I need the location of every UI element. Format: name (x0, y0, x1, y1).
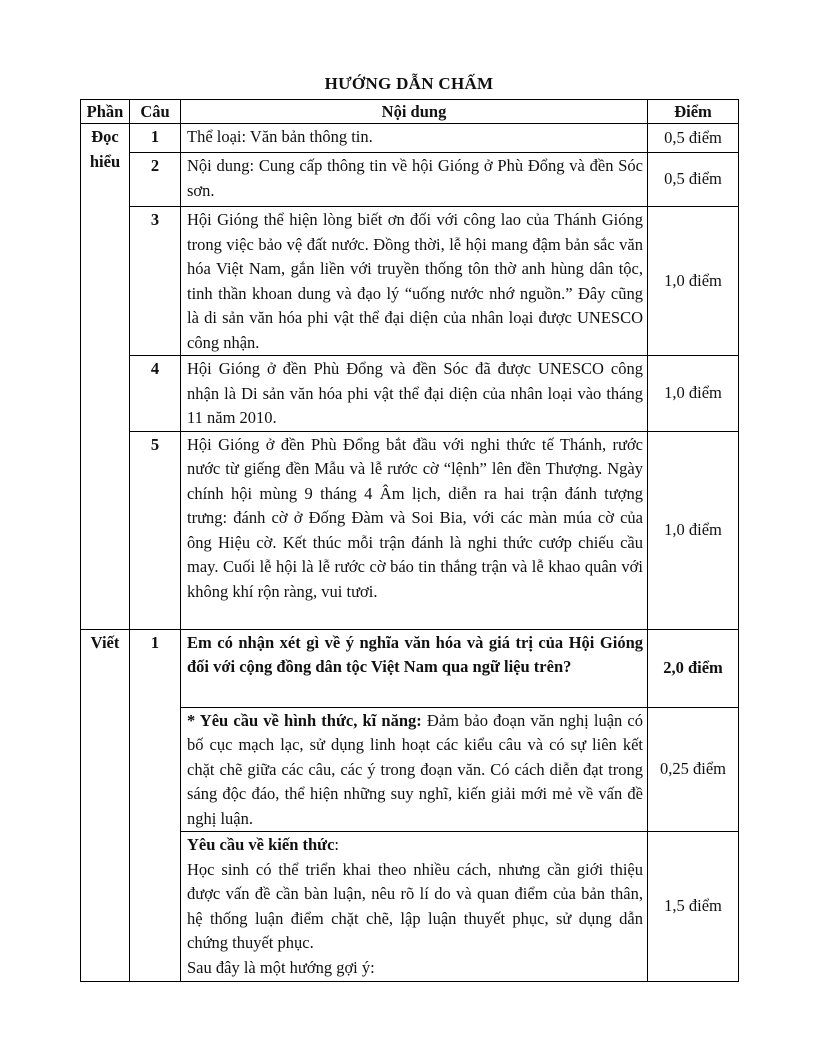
question-number: 5 (130, 431, 181, 629)
col-header-cau: Câu (130, 100, 181, 124)
score-cell: 1,0 điểm (648, 431, 739, 629)
requirement-heading: * Yêu cầu về hình thức, kĩ năng: (187, 710, 422, 730)
table-row-doc-hieu-2 (81, 153, 739, 207)
question-number: 1 (130, 124, 181, 153)
score-cell: 1,0 điểm (648, 207, 739, 356)
table-row-doc-hieu-4 (81, 356, 739, 432)
requirement-heading-line (187, 833, 643, 858)
question-number: 4 (130, 356, 181, 432)
requirement-body: Học sinh có thể triển khai theo nhiều cách, nhưng cần giới thiệu được vấn đề cần bàn luận, nêu rõ lí do và quan điểm của bản thân, hệ thống luận điểm chặt chẽ, lập luận thuyết phục, sử dụng dẫn chứng thuyết phục. (187, 859, 643, 952)
question-number: 3 (130, 207, 181, 356)
score-cell: 1,5 điểm (648, 832, 739, 982)
section-label-viet: Viết (81, 629, 130, 982)
table-row-doc-hieu-5 (81, 431, 739, 629)
content-cell (181, 832, 648, 982)
requirement-heading-colon: : (334, 835, 339, 854)
content-cell: Hội Gióng ở đền Phù Đổng bắt đầu với nghi thức tế Thánh, rước nước từ giếng đền Mẫu và lễ rước cờ “lệnh” lên đền Thượng. Ngày chính hội mùng 9 tháng 4 Âm lịch, diễn ra hai trận đánh tượng trưng: đánh cờ ở Đống Đàm và Soi Bia, với các màn múa cờ của ông Hiệu cờ. Kết thúc mỗi trận đánh là nghi thức cướp chiếu cầu may. Cuối lễ hội là lễ rước cờ báo tin thắng trận và lễ khao quân với không khí rộn ràng, vui tươi. (181, 431, 648, 629)
col-header-phan: Phần (81, 100, 130, 124)
section-label-doc-hieu: Đọc hiểu (81, 124, 130, 630)
requirement-body: Đảm bảo đoạn văn nghị luận có bố cục mạch lạc, sử dụng linh hoạt các kiểu câu và có sự liên kết chặt chẽ giữa các câu, các ý trong đoạn văn. Có cách diễn đạt trong sáng độc đáo, thể hiện những suy nghĩ, kiến giải mới mẻ về vấn đề nghị luận. (187, 710, 644, 828)
content-cell: Em có nhận xét gì về ý nghĩa văn hóa và giá trị của Hội Gióng đối với cộng đồng dân tộc Việt Nam qua ngữ liệu trên? (181, 629, 648, 707)
question-number: 1 (130, 629, 181, 982)
score-cell: 2,0 điểm (648, 629, 739, 707)
score-cell: 0,5 điểm (648, 153, 739, 207)
col-header-diem: Điểm (648, 100, 739, 124)
requirement-footer: Sau đây là một hướng gợi ý: (187, 957, 375, 977)
score-cell: 0,5 điểm (648, 124, 739, 153)
table-row-viet-question (81, 629, 739, 707)
table-row-doc-hieu-3 (81, 207, 739, 356)
question-number: 2 (130, 153, 181, 207)
content-cell: Hội Gióng ở đền Phù Đổng và đền Sóc đã được UNESCO công nhận là Di sản văn hóa phi vật thể đại diện của nhân loại vào tháng 11 năm 2010. (181, 356, 648, 432)
requirement-heading: Yêu cầu về kiến thức (187, 835, 335, 854)
page-title: HƯỚNG DẪN CHẤM (324, 74, 494, 93)
table-header-row (81, 100, 739, 124)
score-cell: 0,25 điểm (648, 707, 739, 832)
content-cell: Thể loại: Văn bản thông tin. (181, 124, 648, 153)
table-row-doc-hieu-1 (81, 124, 739, 153)
score-cell: 1,0 điểm (648, 356, 739, 432)
content-cell: Nội dung: Cung cấp thông tin về hội Gióng ở Phù Đổng và đền Sóc sơn. (181, 153, 648, 207)
content-cell (181, 707, 648, 832)
col-header-noi-dung: Nội dung (181, 100, 648, 124)
grading-table (80, 99, 739, 982)
content-cell: Hội Gióng thể hiện lòng biết ơn đối với công lao của Thánh Gióng trong việc bảo vệ đất nước. Đồng thời, lễ hội mang đậm bản sắc văn hóa Việt Nam, gắn liền với truyền thống tôn thờ anh hùng dân tộc, tinh thần khoan dung và đạo lý “uống nước nhớ nguồn.” Đây cũng là di sản văn hóa phi vật thể đại diện của nhân loại được UNESCO công nhận. (181, 207, 648, 356)
